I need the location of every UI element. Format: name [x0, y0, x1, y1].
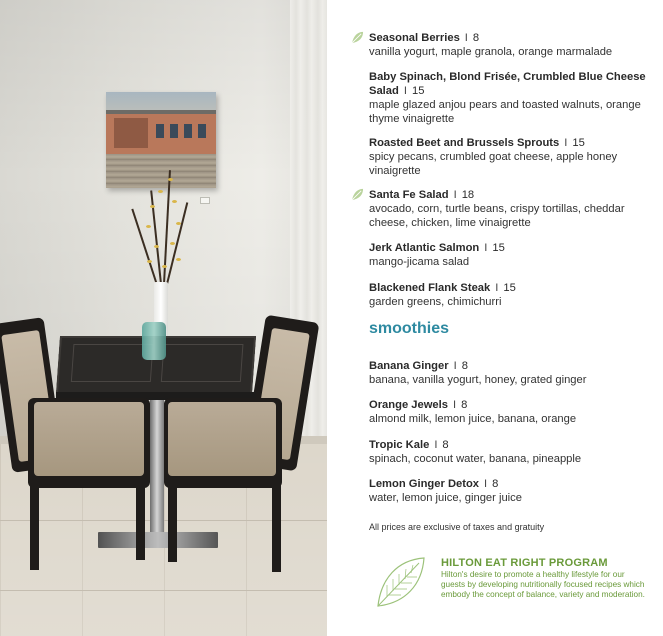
menu-item-description: garden greens, chimichurri — [369, 296, 502, 308]
smoothies-heading: smoothies — [369, 320, 450, 337]
dining-room-photo — [0, 0, 327, 636]
chair-leg — [272, 480, 281, 572]
menu-item-title — [369, 398, 655, 412]
separator: I — [452, 399, 457, 411]
menu-item-name: Seasonal Berries — [369, 32, 460, 44]
glass-jar — [142, 322, 166, 360]
menu-item-name: Santa Fe Salad — [369, 189, 449, 201]
menu-item-name: Baby Spinach, Blond Frisée, Crumbled Blue Cheese Salad — [369, 71, 646, 97]
eat-right-program — [375, 555, 655, 619]
chair-leg — [30, 480, 39, 570]
program-title: HILTON EAT RIGHT PROGRAM — [441, 557, 608, 569]
menu-item — [369, 70, 655, 126]
menu-item-name: Blackened Flank Steak — [369, 282, 491, 294]
separator: I — [484, 478, 488, 490]
smoothie-item — [369, 359, 655, 387]
menu-item-title — [369, 477, 655, 491]
separator: I — [453, 189, 457, 201]
separator: I — [495, 282, 499, 294]
separator: I — [464, 32, 468, 44]
menu-item-name: Banana Ginger — [369, 360, 449, 372]
program-description: Hilton's desire to promote a healthy lifestyle for our guests by developing nutritionally focused recipes which embody the concept of balance, variety and moderation. — [441, 570, 645, 599]
menu-item-description: spicy pecans, crumbled goat cheese, apple honey vinaigrette — [369, 151, 618, 177]
right-chair-seat — [168, 402, 276, 476]
wall-plaque — [200, 197, 210, 204]
separator: I — [564, 137, 568, 149]
separator: I — [484, 242, 488, 254]
menu-item-description: avocado, corn, turtle beans, crispy tortillas, cheddar cheese, chicken, lime vinaigrette — [369, 203, 625, 229]
menu-item-name: Tropic Kale — [369, 439, 430, 451]
menu-item — [369, 31, 655, 59]
menu-panel — [327, 0, 663, 636]
menu-item-title — [369, 438, 655, 452]
menu-item-name: Roasted Beet and Brussels Sprouts — [369, 137, 560, 149]
menu-item-price: 15 — [503, 282, 516, 294]
menu-item-price: 15 — [411, 85, 425, 97]
menu-item-price: 15 — [492, 242, 505, 254]
menu-item-title — [369, 31, 655, 45]
menu-item-description: vanilla yogurt, maple granola, orange marmalade — [369, 46, 613, 58]
menu-item-name: Lemon Ginger Detox — [369, 478, 480, 490]
menu-item-price: 8 — [472, 32, 480, 44]
chair-leg — [136, 480, 145, 560]
floor-tile-line — [0, 590, 327, 591]
menu-item-price: 18 — [461, 189, 475, 201]
smoothie-item — [369, 398, 655, 426]
smoothie-item — [369, 438, 655, 466]
menu-item-description: mango-jicama salad — [369, 256, 470, 268]
menu-item-description: water, lemon juice, ginger juice — [369, 492, 522, 504]
menu-item-title — [369, 281, 655, 295]
separator: I — [403, 85, 407, 97]
menu-item-description: banana, vanilla yogurt, honey, grated ginger — [369, 374, 587, 386]
leaf-icon — [375, 555, 427, 609]
menu-item-price: 15 — [572, 137, 585, 149]
menu-item — [369, 136, 655, 178]
table-pedestal — [150, 398, 164, 540]
leaf-icon — [351, 188, 364, 201]
menu-item-price: 8 — [461, 360, 468, 372]
menu-item-price: 8 — [492, 478, 499, 490]
menu-item — [369, 188, 655, 230]
menu-item-price: 8 — [461, 399, 468, 411]
menu-item-title — [369, 241, 655, 255]
smoothie-item — [369, 477, 655, 505]
menu-item-name: Orange Jewels — [369, 399, 448, 411]
leaf-icon — [351, 31, 364, 44]
chair-leg — [168, 480, 177, 562]
menu-item-name: Jerk Atlantic Salmon — [369, 242, 480, 254]
menu-item-description: maple glazed anjou pears and toasted walnuts, orange thyme vinaigrette — [369, 99, 641, 125]
price-disclaimer: All prices are exclusive of taxes and gratuity — [369, 522, 545, 532]
menu-item-title — [369, 70, 655, 98]
menu-item-title — [369, 359, 655, 373]
menu-item-description: spinach, coconut water, banana, pineapple — [369, 453, 582, 465]
left-chair-seat — [34, 402, 144, 476]
menu-item-title — [369, 188, 655, 202]
wall-painting — [106, 92, 216, 188]
separator: I — [453, 360, 457, 372]
menu-item — [369, 241, 655, 269]
table-base — [98, 532, 218, 548]
separator: I — [434, 439, 438, 451]
menu-item-price: 8 — [442, 439, 449, 451]
menu-item-title — [369, 136, 655, 150]
menu-item — [369, 281, 655, 309]
menu-item-description: almond milk, lemon juice, banana, orange — [369, 413, 577, 425]
